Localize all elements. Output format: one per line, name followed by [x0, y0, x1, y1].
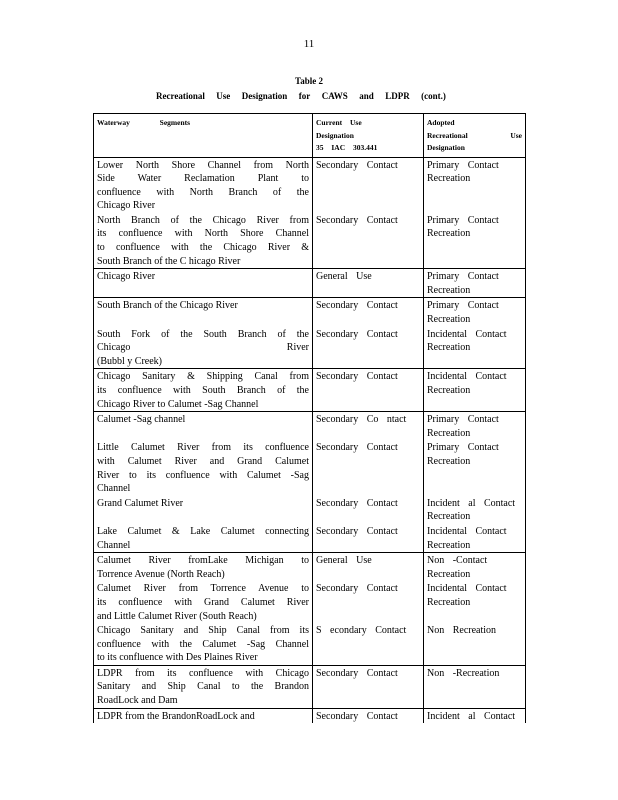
caption-word: LDPR — [385, 91, 410, 101]
segment-line: its confluence with Grand Calumet River — [97, 596, 309, 608]
adopted-line: Recreation — [427, 342, 471, 354]
waterway-segment-cell — [94, 665, 313, 708]
adopted-line: Incidental Contact — [427, 371, 507, 383]
segment-line: Chicago River — [97, 342, 309, 354]
adopted-line: Incidental Contact — [427, 525, 507, 537]
segment-line: Chicago River — [97, 271, 156, 283]
header-line: Designation — [427, 143, 465, 152]
segment-line: Torrence Avenue (North Reach) — [97, 568, 225, 580]
adopted-designation-cell — [424, 298, 526, 327]
segment-line: Calumet -Sag channel — [97, 414, 186, 426]
adopted-line: Non -Contact — [427, 555, 488, 567]
current-designation: Secondary Contact — [316, 497, 398, 509]
adopted-designation-cell — [424, 440, 526, 495]
table-row — [94, 369, 526, 412]
segment-line: Chicago Sanitary and Ship Canal from its — [97, 625, 309, 637]
caption-word: and — [359, 91, 374, 101]
caption-word: for — [298, 91, 311, 101]
adopted-line: Incidental Contact — [427, 328, 507, 340]
adopted-line: Primary Contact — [427, 271, 499, 283]
segment-line: Calumet River from Torrence Avenue to — [97, 583, 309, 595]
current-designation: Secondary Contact — [316, 710, 398, 722]
table-caption — [156, 91, 446, 101]
caption-word: Designation — [241, 91, 288, 101]
adopted-line: Primary Contact — [427, 414, 499, 426]
segment-line: South Branch of the C hicago River — [97, 255, 241, 267]
caption-word: (cont.) — [421, 91, 446, 101]
table-row — [94, 298, 526, 327]
current-designation: General Use — [316, 271, 372, 283]
segment-line: confluence with the Calumet -Sag Channel — [97, 638, 309, 650]
table-row — [94, 496, 526, 524]
adopted-line: Primary Contact — [427, 159, 499, 171]
adopted-designation-cell — [424, 213, 526, 269]
table-row — [94, 665, 526, 708]
current-designation-cell — [313, 269, 424, 298]
table-row — [94, 412, 526, 441]
segment-line: with Calumet River and Grand Calumet — [97, 455, 309, 467]
waterway-segment-cell — [94, 496, 313, 524]
current-designation-cell — [313, 213, 424, 269]
current-designation: Secondary Contact — [316, 328, 398, 340]
current-designation-cell — [313, 708, 424, 723]
waterway-segment-cell — [94, 369, 313, 412]
waterway-segment-cell — [94, 213, 313, 269]
current-designation-cell — [313, 412, 424, 441]
table-row — [94, 623, 526, 665]
current-designation: Secondary Contact — [316, 159, 398, 171]
current-designation-cell — [313, 623, 424, 665]
adopted-line: Primary Contact — [427, 214, 499, 226]
current-designation-cell — [313, 440, 424, 495]
segment-line: Lower North Shore Channel from North — [97, 159, 309, 171]
adopted-line: Recreation — [427, 539, 471, 551]
adopted-line: Recreation — [427, 228, 471, 240]
segment-line: RoadLock and Dam — [97, 695, 178, 707]
adopted-line: Recreation — [427, 596, 471, 608]
waterway-segment-cell — [94, 581, 313, 623]
table-row — [94, 157, 526, 213]
segment-line: Chicago River — [97, 200, 156, 212]
current-designation-cell — [313, 298, 424, 327]
current-designation: Secondary Contact — [316, 667, 398, 679]
caption-word: CAWS — [321, 91, 348, 101]
adopted-line: Primary Contact — [427, 442, 499, 454]
current-designation: Secondary Contact — [316, 300, 398, 312]
adopted-designation-cell — [424, 412, 526, 441]
current-designation: Secondary Co ntact — [316, 414, 407, 426]
segment-line: Chicago River to Calumet -Sag Channel — [97, 398, 259, 410]
table-row — [94, 327, 526, 369]
current-designation-cell — [313, 496, 424, 524]
adopted-line: Recreation — [427, 568, 471, 580]
header-word: Segments — [159, 118, 191, 127]
waterway-segment-cell — [94, 412, 313, 441]
current-designation-cell — [313, 157, 424, 213]
waterway-segment-cell — [94, 623, 313, 665]
adopted-line: Incident al Contact — [427, 710, 516, 722]
current-designation-cell — [313, 524, 424, 553]
adopted-line: Recreation — [427, 427, 471, 439]
header-word: Waterway — [97, 118, 130, 127]
segment-line: Grand Calumet River — [97, 497, 184, 509]
segment-line: its confluence with North Shore Channel — [97, 228, 309, 240]
segment-line: LDPR from its confluence with Chicago — [97, 667, 309, 679]
adopted-line: Incident al Contact — [427, 497, 516, 509]
designation-table — [93, 113, 526, 723]
adopted-line: Recreation — [427, 314, 471, 326]
caption-word: Recreational — [156, 91, 205, 101]
current-designation: General Use — [316, 555, 372, 567]
header-adopted-use — [424, 114, 526, 158]
adopted-designation-cell — [424, 157, 526, 213]
adopted-designation-cell — [424, 708, 526, 723]
segment-line: Channel — [97, 483, 131, 495]
table-body — [94, 157, 526, 723]
adopted-line: Recreation — [427, 173, 471, 185]
current-designation: S econdary Contact — [316, 625, 407, 637]
adopted-designation-cell — [424, 327, 526, 369]
adopted-line: Recreation — [427, 455, 471, 467]
waterway-segment-cell — [94, 298, 313, 327]
segment-line: Calumet River fromLake Michigan to — [97, 555, 309, 567]
waterway-segment-cell — [94, 327, 313, 369]
adopted-line: Non -Recreation — [427, 667, 500, 679]
adopted-designation-cell — [424, 581, 526, 623]
segment-line: to confluence with the Chicago River & — [97, 242, 309, 254]
segment-line: Little Calumet River from its confluence — [97, 442, 309, 454]
segment-line: confluence with North Branch of the — [97, 186, 309, 198]
table-row — [94, 524, 526, 553]
waterway-segment-cell — [94, 524, 313, 553]
adopted-line: Non Recreation — [427, 625, 497, 637]
waterway-segment-cell — [94, 440, 313, 495]
waterway-segment-cell — [94, 553, 313, 582]
header-line: Designation — [316, 130, 354, 140]
adopted-designation-cell — [424, 524, 526, 553]
segment-line: Channel — [97, 539, 131, 551]
caption-word: Use — [216, 91, 231, 101]
waterway-segment-cell — [94, 269, 313, 298]
adopted-line: Recreation — [427, 284, 471, 296]
adopted-designation-cell — [424, 269, 526, 298]
current-designation: Secondary Contact — [316, 525, 398, 537]
current-designation-cell — [313, 327, 424, 369]
table-row — [94, 553, 526, 582]
header-waterway-segments — [94, 114, 313, 158]
segment-line: to its confluence with Des Plaines River — [97, 652, 258, 664]
table-header-row — [94, 114, 526, 158]
current-designation-cell — [313, 581, 424, 623]
adopted-designation-cell — [424, 369, 526, 412]
page-number: 11 — [303, 38, 315, 50]
adopted-line: Recreation — [427, 511, 471, 523]
segment-line: (Bubbl y Creek) — [97, 355, 162, 367]
segment-line: LDPR from the BrandonRoadLock and — [97, 710, 255, 722]
header-line: Recreational Use — [427, 130, 522, 140]
adopted-designation-cell — [424, 665, 526, 708]
table-label: Table 2 — [295, 76, 323, 86]
adopted-designation-cell — [424, 623, 526, 665]
waterway-segment-cell — [94, 708, 313, 723]
table-row — [94, 213, 526, 269]
header-line: Adopted — [427, 118, 455, 127]
segment-line: River to its confluence with Calumet -Sag — [97, 469, 309, 481]
adopted-line: Recreation — [427, 385, 471, 396]
segment-line: South Fork of the South Branch of the — [97, 328, 309, 340]
current-designation: Secondary Contact — [316, 442, 398, 454]
current-designation: Secondary Contact — [316, 371, 398, 383]
current-designation: Secondary Contact — [316, 583, 398, 595]
adopted-designation-cell — [424, 553, 526, 582]
table-row — [94, 269, 526, 298]
header-line: Current Use — [316, 118, 362, 127]
segment-line: and Little Calumet River (South Reach) — [97, 610, 257, 622]
header-current-use — [313, 114, 424, 158]
current-designation-cell — [313, 665, 424, 708]
table-row — [94, 581, 526, 623]
segment-line: Side Water Reclamation Plant to — [97, 173, 309, 185]
current-designation-cell — [313, 369, 424, 412]
adopted-designation-cell — [424, 496, 526, 524]
segment-line: Chicago Sanitary & Shipping Canal from — [97, 371, 309, 383]
adopted-line: Primary Contact — [427, 300, 499, 312]
waterway-segment-cell — [94, 157, 313, 213]
table-row — [94, 708, 526, 723]
header-line: 35 IAC 303.441 — [316, 143, 378, 152]
segment-line: Lake Calumet & Lake Calumet connecting — [97, 525, 309, 537]
segment-line: South Branch of the Chicago River — [97, 300, 238, 312]
current-designation-cell — [313, 553, 424, 582]
segment-line: Sanitary and Ship Canal to the Brandon — [97, 681, 309, 693]
adopted-line: Incidental Contact — [427, 583, 507, 595]
segment-line: its confluence with South Branch of the — [97, 385, 309, 396]
segment-line: North Branch of the Chicago River from — [97, 214, 309, 226]
current-designation: Secondary Contact — [316, 214, 398, 226]
table-row — [94, 440, 526, 495]
